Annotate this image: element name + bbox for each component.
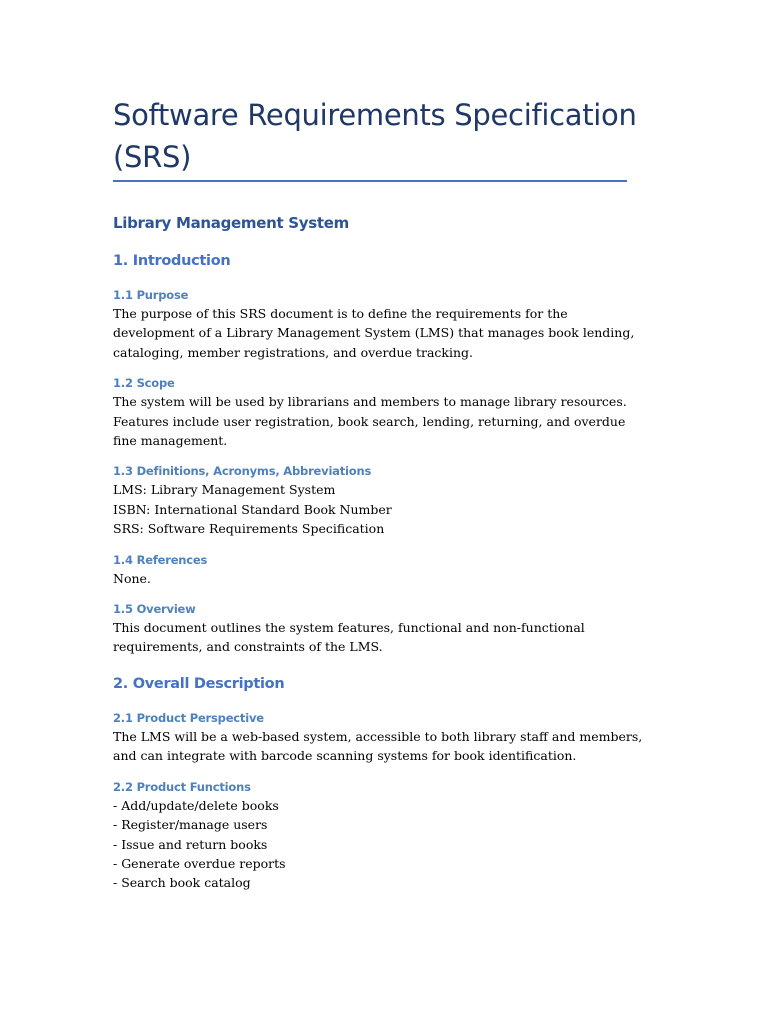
subsection-heading-scope: 1.2 Scope (113, 376, 175, 391)
subsection-heading-overview: 1.5 Overview (113, 602, 196, 617)
list-item: - Add/update/delete books (113, 797, 279, 813)
overview-paragraph: This document outlines the system features, functional and non-functional requirements, and constraints of the LMS. (113, 620, 585, 655)
list-item: - Search book catalog (113, 875, 251, 891)
title-divider (113, 180, 627, 182)
subsection-heading-purpose: 1.1 Purpose (113, 288, 189, 302)
list-item: - Register/manage users (113, 817, 268, 833)
scope-paragraph: The system will be used by librarians and members to manage library resources. Features include user registration, book search, lending, returning, and overdue fine management. (113, 394, 627, 449)
document-title: Software Requirements Specification (SRS) (113, 98, 637, 174)
subsection-heading-references: 1.4 References (113, 552, 208, 567)
subsection-heading-definitions: 1.3 Definitions, Acronyms, Abbreviations (113, 464, 372, 479)
definition-item: LMS: Library Management System (113, 482, 336, 498)
purpose-paragraph: The purpose of this SRS document is to define the requirements for the development of a Library Management System (LMS) that manages book lending, cataloging, member registrations, and overdue tracking. (113, 306, 635, 360)
list-item: - Issue and return books (113, 836, 268, 852)
definition-item: SRS: Software Requirements Specification (113, 521, 385, 537)
product-perspective-paragraph: The LMS will be a web-based system, accessible to both library staff and members, and can integrate with barcode scanning systems for book identification. (113, 728, 643, 764)
subsection-heading-product-functions: 2.2 Product Functions (113, 779, 251, 794)
definition-item: ISBN: International Standard Book Number (113, 501, 392, 517)
section-heading-introduction: 1. Introduction (113, 253, 231, 269)
section-heading-overall-description: 2. Overall Description (113, 675, 285, 692)
document-body (113, 212, 643, 893)
list-item: - Generate overdue reports (113, 855, 286, 871)
document-subtitle: Library Management System (113, 214, 349, 232)
subsection-heading-product-perspective: 2.1 Product Perspective (113, 710, 264, 725)
references-paragraph: None. (113, 570, 151, 586)
